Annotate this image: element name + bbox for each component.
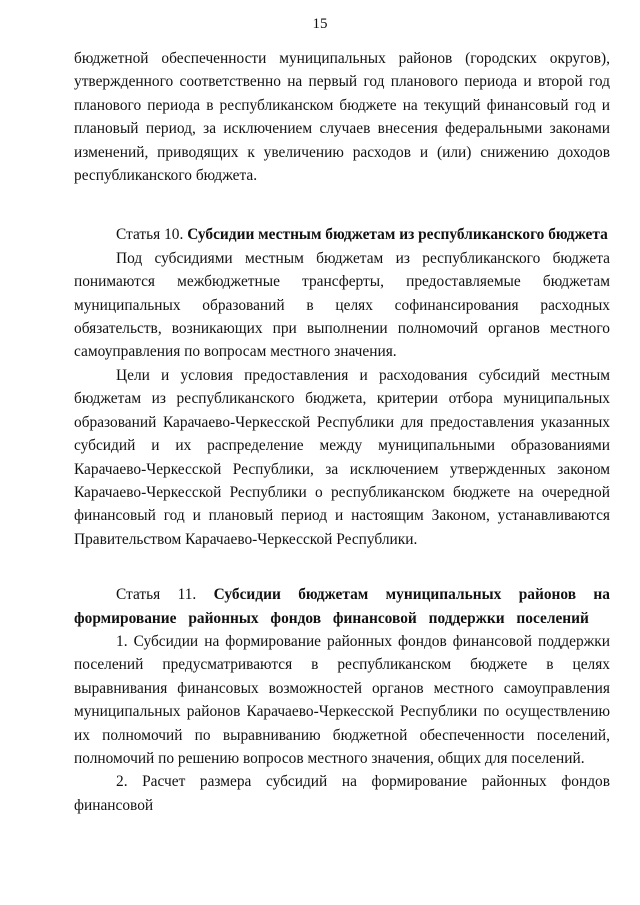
article-11-paragraph-2: 2. Расчет размера субсидий на формирование районных фондов финансовой [74,773,610,814]
document-body [74,47,610,817]
paragraph-continued: бюджетной обеспеченности муниципальных районов (городских округов), утвержденного соответственно на первый год планового периода и второй год планового периода в республиканском бюджете на текущий финансовый год и плановый период, за исключением случаев внесения федеральными законами изменений, приводящих к увеличению расходов и (или) снижению доходов республиканского бюджета. [74,50,610,185]
article-11-heading [74,583,610,630]
page-number: 15 [312,16,328,32]
spacer [74,551,610,583]
article-10-title: Субсидии местным бюджетам из республиканского бюджета [187,226,608,244]
article-10-paragraph-1: Под субсидиями местным бюджетам из республиканского бюджета понимаются межбюджетные трансферты, предоставляемые бюджетам муниципальных образований в целях софинансирования расходных обязательств, возникающих при выполнении полномочий органов местного самоуправления по вопросам местного значения. [74,249,610,361]
article-10-label: Статья 10. [116,226,184,244]
spacer [74,187,610,223]
article-11-title: Субсидии бюджетам муниципальных районов на формирование районных фондов финансовой поддержки поселений [74,586,610,627]
article-10-paragraph-2: Цели и условия предоставления и расходования субсидий местным бюджетам из республиканского бюджета, критерии отбора муниципальных образований Карачаево-Черкесской Республики для предоставления указанных субсидий и их распределение между муниципальными образованиями Карачаево-Черкесской Республики, за исключением утвержденных законом Карачаево-Черкесской Республики о республиканском бюджете на очередной финансовый год и плановый период и настоящим Законом, устанавливаются Правительством Карачаево-Черкесской Республики. [74,366,610,548]
article-11-label: Статья 11. [116,586,197,604]
article-11-paragraph-1: 1. Субсидии на формирование районных фондов финансовой поддержки поселений предусматриваются в республиканском бюджете в целях выравнивания финансовых возможностей органов местного самоуправления муниципальных районов Карачаево-Черкесской Республики по осуществлению их полномочий по выравниванию бюджетной обеспеченности поселений, полномочий по решению вопросов местного значения, общих для поселений. [74,632,610,767]
article-10-heading [74,223,610,246]
